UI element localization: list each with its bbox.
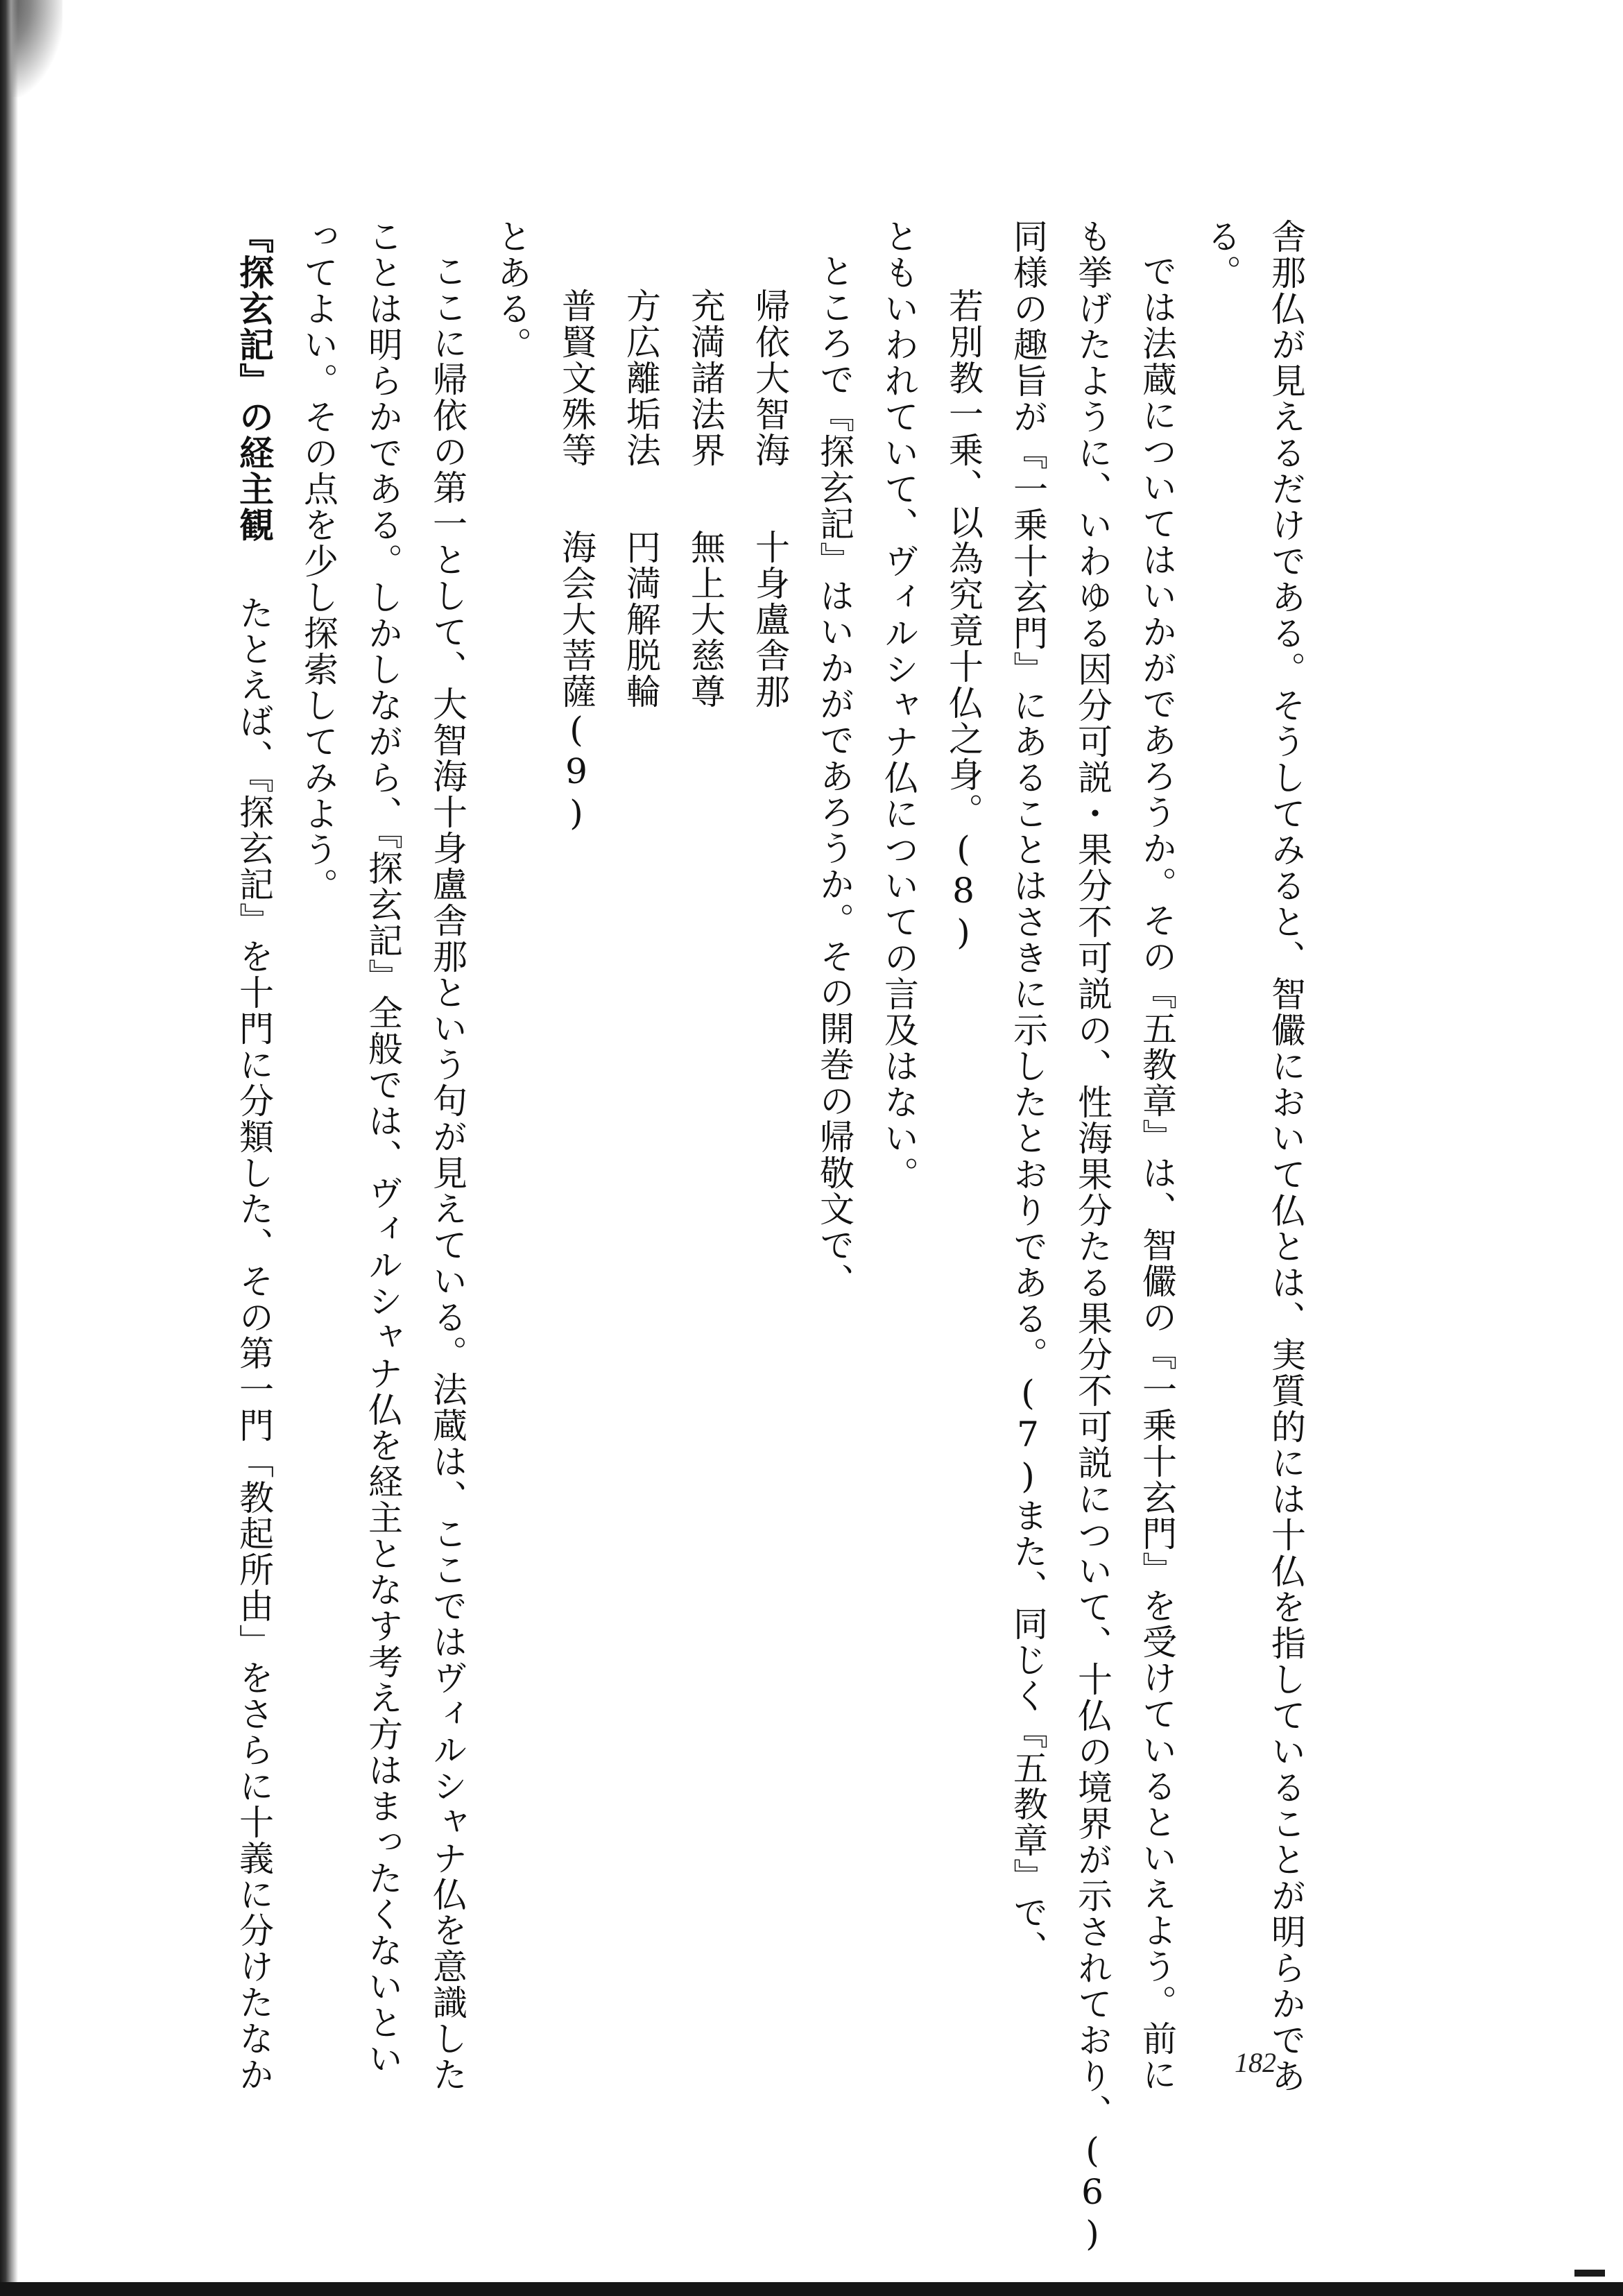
verse-first: 充満諸法界 bbox=[685, 288, 725, 468]
text-line: も挙げたように、いわゆる因分可説・果分不可説の、性海果分たる果分不可説について、十仏の境界が示されており、(6) bbox=[1072, 219, 1113, 2255]
text-line: では法蔵についてはいかがであろうか。その『五教章』は、智儼の『一乗十玄門』を受けているといえよう。前に bbox=[1137, 253, 1177, 2093]
text-line: ここに帰依の第一として、大智海十身盧舎那という句が見えている。法蔵は、ここではヴィルシャナ仏を意識した bbox=[427, 253, 467, 2093]
quote-line: 若別教一乗、以為究竟十仏之身。(8) bbox=[943, 288, 984, 954]
verse-first: 普賢文殊等 bbox=[556, 288, 596, 468]
text-line: ところで『探玄記』はいかがであろうか。その開巻の帰敬文で、 bbox=[814, 253, 855, 1299]
section-line bbox=[221, 219, 286, 2091]
verse-first: 方広離垢法 bbox=[621, 288, 661, 468]
text-line: ことは明らかである。しかしながら、『探玄記』全般では、ヴィルシャナ仏を経主となす考え方はまったくないとい bbox=[363, 219, 403, 2077]
verse-second: 無上大慈尊 bbox=[685, 529, 725, 710]
section-text: たとえば、『探玄記』を十門に分類した、その第一門「教起所由」をさらに十義に分けたなか bbox=[234, 595, 274, 2093]
scan-edge-bottom bbox=[0, 2282, 1623, 2296]
text-line: とある。 bbox=[492, 219, 532, 363]
verse-line bbox=[544, 219, 608, 2091]
verse-second: 海会大菩薩(9) bbox=[556, 529, 596, 834]
text-line: 舎那仏が見えるだけである。そうしてみると、智儼において仏とは、実質的には十仏を指していることが明らかであ bbox=[1266, 219, 1306, 2094]
page-number: 182 bbox=[1235, 2047, 1276, 2078]
text-line: る。 bbox=[1201, 219, 1242, 291]
body-text bbox=[221, 219, 1318, 2255]
verse-second: 円満解脱輪 bbox=[621, 529, 661, 710]
verse-first: 帰依大智海 bbox=[750, 288, 790, 468]
verse-line bbox=[608, 219, 673, 2091]
text-line: 同様の趣旨が『一乗十玄門』にあることはさきに示したとおりである。(7)また、同じく『五教章』で、 bbox=[1008, 219, 1048, 1967]
verse-line bbox=[673, 219, 737, 2091]
verse-line bbox=[737, 219, 802, 2091]
scan-mark bbox=[1574, 2270, 1605, 2277]
scan-edge-left bbox=[0, 0, 18, 2296]
text-line: ってよい。その点を少し探索してみよう。 bbox=[298, 219, 338, 904]
verse-second: 十身盧舎那 bbox=[750, 529, 790, 710]
text-line: ともいわれていて、ヴィルシャナ仏についての言及はない。 bbox=[879, 219, 919, 1192]
section-heading: 『探玄記』の経主観 bbox=[234, 219, 274, 543]
